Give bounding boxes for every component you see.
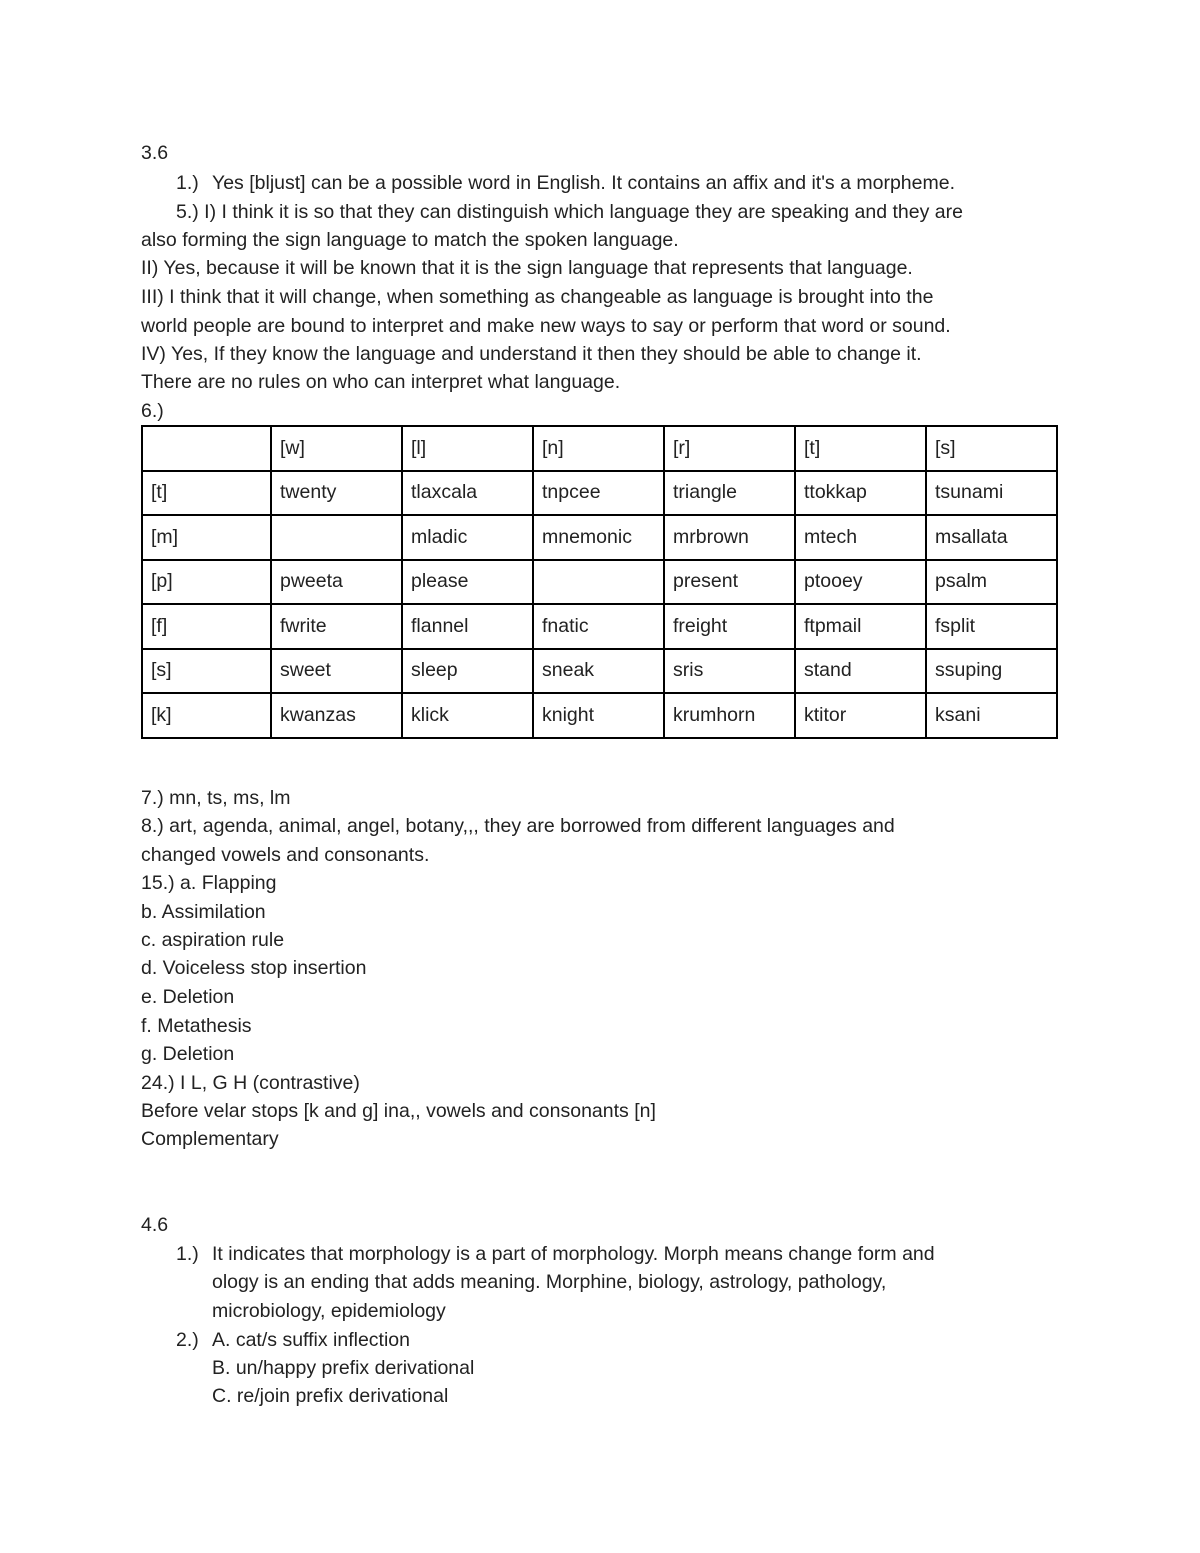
q24-line-1: 24.) I L, G H (contrastive): [141, 1072, 360, 1094]
table-header-cell: [t]: [795, 426, 926, 471]
table-cell: ksani: [926, 693, 1057, 738]
table-cell: please: [402, 560, 533, 605]
table-cell: mnemonic: [533, 515, 664, 560]
table-header-cell: [r]: [664, 426, 795, 471]
q5-line-3: II) Yes, because it will be known that it is the sign language that represents that language.: [141, 257, 913, 279]
table-row-label: [m]: [142, 515, 271, 560]
q1-4-6-number: 1.): [176, 1243, 199, 1265]
table-cell: present: [664, 560, 795, 605]
table-cell: ssuping: [926, 649, 1057, 694]
table-header-cell: [s]: [926, 426, 1057, 471]
table-cell: [271, 515, 402, 560]
table-cell: kwanzas: [271, 693, 402, 738]
table-cell: ftpmail: [795, 604, 926, 649]
q1-4-6-line-3: microbiology, epidemiology: [212, 1300, 446, 1322]
table-row-label: [p]: [142, 560, 271, 605]
q6-label: 6.): [141, 400, 164, 422]
consonant-cluster-table: [141, 425, 1058, 739]
q5-line-1: 5.) I) I think it is so that they can distinguish which language they are speaking and they are: [176, 201, 963, 223]
q2-4-6-line-a: [176, 1326, 410, 1354]
table-row-label: [f]: [142, 604, 271, 649]
table-cell: sneak: [533, 649, 664, 694]
table-row-label: [t]: [142, 471, 271, 516]
q15-e: e. Deletion: [141, 986, 235, 1008]
q5-line-4: III) I think that it will change, when something as changeable as language is brought into the: [141, 286, 934, 308]
table-cell: msallata: [926, 515, 1057, 560]
q5-line-5: world people are bound to interpret and make new ways to say or perform that word or sound.: [141, 315, 951, 337]
q15-b: b. Assimilation: [141, 901, 266, 923]
q1-answer: [176, 169, 955, 197]
table-cell: ttokkap: [795, 471, 926, 516]
q1-4-6-text-1: It indicates that morphology is a part of morphology. Morph means change form and: [212, 1243, 935, 1265]
table-cell: [533, 560, 664, 605]
q15-g: g. Deletion: [141, 1043, 235, 1065]
table-header-cell: [l]: [402, 426, 533, 471]
q5-line-7: There are no rules on who can interpret what language.: [141, 371, 621, 393]
q2-4-6-b: B. un/happy prefix derivational: [212, 1357, 475, 1379]
table-cell: twenty: [271, 471, 402, 516]
table-row: [142, 471, 1057, 516]
table-cell: triangle: [664, 471, 795, 516]
table-cell: klick: [402, 693, 533, 738]
table-cell: fsplit: [926, 604, 1057, 649]
table-cell: knight: [533, 693, 664, 738]
table-cell: flannel: [402, 604, 533, 649]
q8-line-1: 8.) art, agenda, animal, angel, botany,,, they are borrowed from different languages and: [141, 815, 895, 837]
table-row: [142, 604, 1057, 649]
q7-answer: 7.) mn, ts, ms, lm: [141, 787, 291, 809]
table-cell: pweeta: [271, 560, 402, 605]
q15-a: 15.) a. Flapping: [141, 872, 277, 894]
q24-line-2: Before velar stops [k and g] ina,, vowels and consonants [n]: [141, 1100, 656, 1122]
q2-4-6-c: C. re/join prefix derivational: [212, 1385, 449, 1407]
table-header-row: [142, 426, 1057, 471]
q5-line-2: also forming the sign language to match the spoken language.: [141, 229, 679, 251]
table-row-label: [k]: [142, 693, 271, 738]
q15-f: f. Metathesis: [141, 1015, 252, 1037]
table-cell: sris: [664, 649, 795, 694]
q8-line-2: changed vowels and consonants.: [141, 844, 430, 866]
table-cell: krumhorn: [664, 693, 795, 738]
table-cell: mladic: [402, 515, 533, 560]
q2-4-6-number: 2.): [176, 1329, 199, 1351]
q1-text: Yes [bljust] can be a possible word in English. It contains an affix and it's a morpheme.: [212, 172, 955, 194]
table-row: [142, 649, 1057, 694]
table-row: [142, 560, 1057, 605]
section-heading-4-6: 4.6: [141, 1214, 169, 1236]
table-header-cell: [n]: [533, 426, 664, 471]
table-cell: sweet: [271, 649, 402, 694]
table-header-cell: [w]: [271, 426, 402, 471]
table-cell: mrbrown: [664, 515, 795, 560]
table-cell: tlaxcala: [402, 471, 533, 516]
table-row: [142, 515, 1057, 560]
table-cell: stand: [795, 649, 926, 694]
table-row: [142, 693, 1057, 738]
table-header-cell: [142, 426, 271, 471]
q15-d: d. Voiceless stop insertion: [141, 957, 367, 979]
table-cell: tnpcee: [533, 471, 664, 516]
table-cell: freight: [664, 604, 795, 649]
q5-line-6: IV) Yes, If they know the language and understand it then they should be able to change it.: [141, 343, 922, 365]
q24-line-3: Complementary: [141, 1128, 279, 1150]
table-cell: ktitor: [795, 693, 926, 738]
q1-4-6-line-2: ology is an ending that adds meaning. Morphine, biology, astrology, pathology,: [212, 1271, 887, 1293]
q2-4-6-a: A. cat/s suffix inflection: [212, 1329, 410, 1351]
section-heading-3-6: 3.6: [141, 142, 169, 164]
table-cell: mtech: [795, 515, 926, 560]
table-cell: fnatic: [533, 604, 664, 649]
table-cell: tsunami: [926, 471, 1057, 516]
q15-c: c. aspiration rule: [141, 929, 285, 951]
q1-4-6-line-1: [176, 1240, 935, 1268]
table-row-label: [s]: [142, 649, 271, 694]
table-cell: psalm: [926, 560, 1057, 605]
table-cell: sleep: [402, 649, 533, 694]
table-cell: fwrite: [271, 604, 402, 649]
table-cell: ptooey: [795, 560, 926, 605]
q1-number: 1.): [176, 172, 199, 194]
